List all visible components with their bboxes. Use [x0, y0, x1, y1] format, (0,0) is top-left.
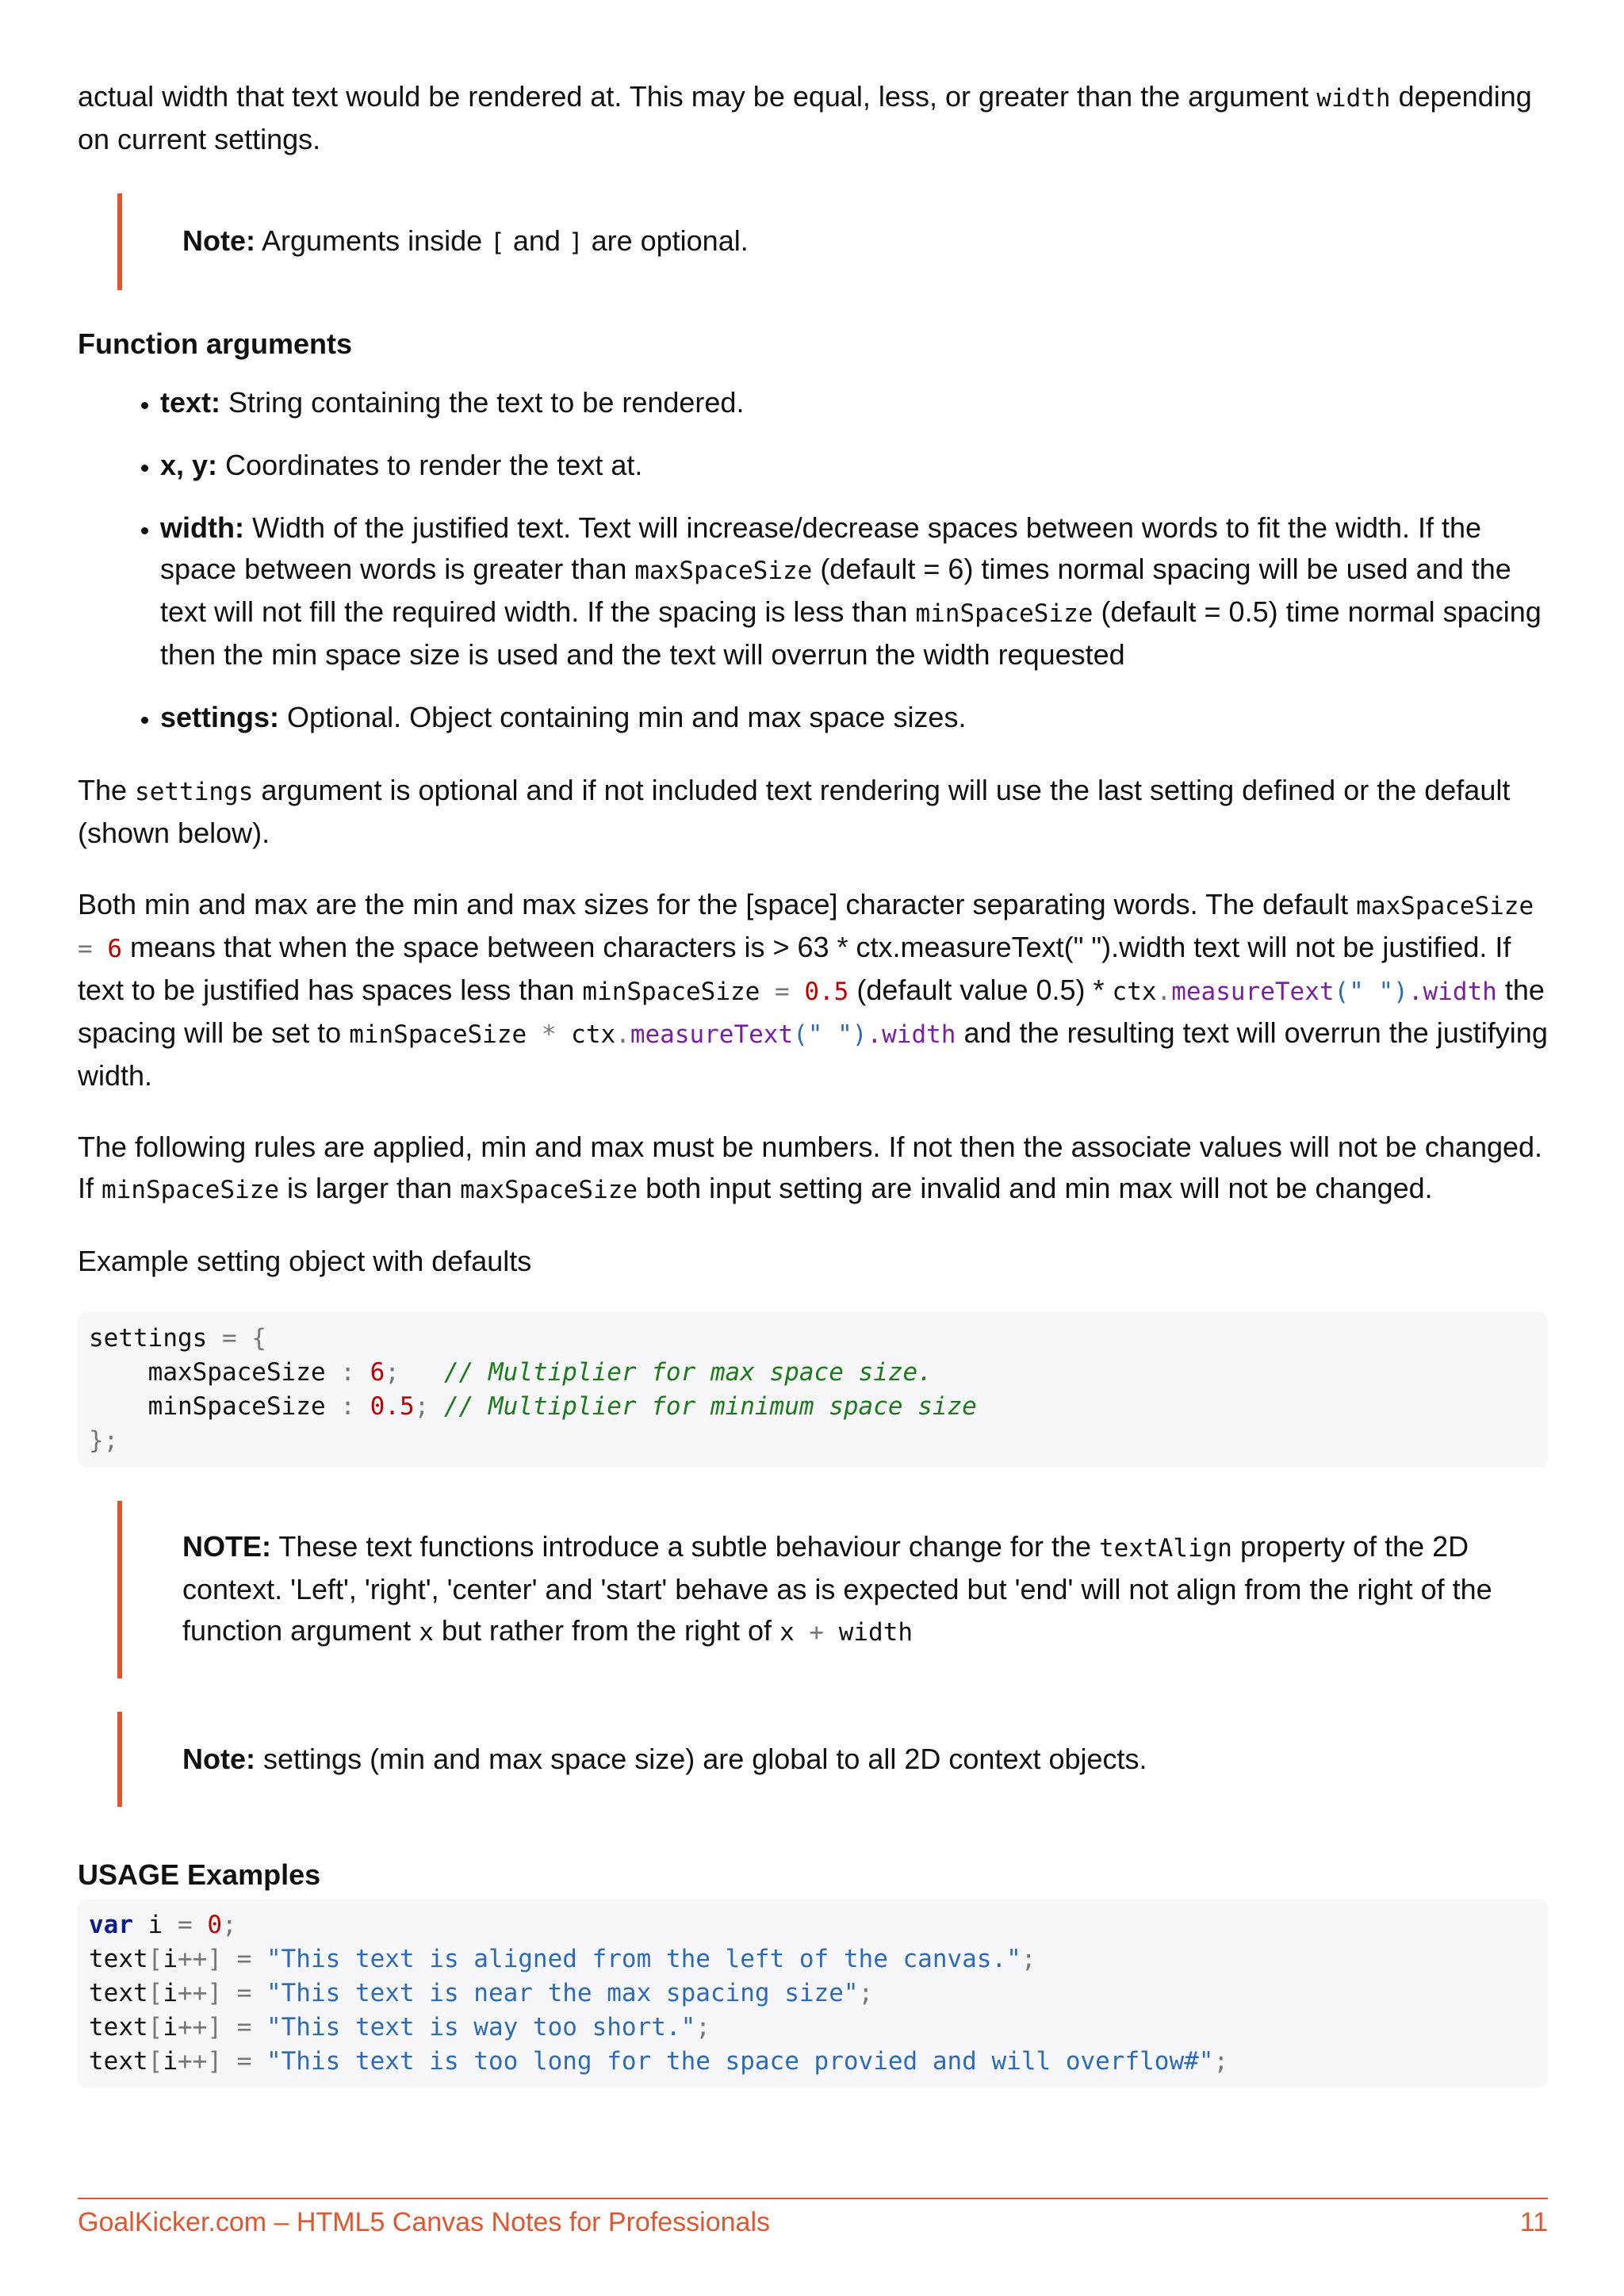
code-token: = { [207, 1324, 266, 1353]
inline-code-bracket-close: ] [568, 228, 584, 257]
code-string: "This text is near the max spacing size" [266, 1979, 859, 2007]
code-string: "This text is aligned from the left of the canvas." [266, 1945, 1021, 1973]
code-token: + [794, 1618, 839, 1647]
note-global-settings [117, 1712, 1548, 1807]
page-footer [78, 2198, 1548, 2238]
inline-code-bracket-open: [ [490, 228, 505, 257]
code-token: (" ") [793, 1020, 868, 1049]
code-token: 0.5 [370, 1392, 415, 1421]
minmax-paragraph [78, 884, 1548, 1096]
code-token: x [779, 1618, 795, 1647]
code-token: [ [147, 2013, 163, 2042]
code-token: ; [858, 1979, 874, 2007]
code-token: width [838, 1618, 914, 1647]
arg-desc: String containing the text to be rendered. [220, 386, 745, 419]
inline-code-maxspacesize: maxSpaceSize [634, 557, 813, 585]
inline-code-minspacesize-default [582, 978, 848, 1006]
inline-code-x: x [419, 1618, 434, 1647]
code-token: }; [89, 1426, 119, 1455]
code-token: * [527, 1020, 572, 1049]
note-label: NOTE: [182, 1530, 271, 1563]
settings-code-block [78, 1312, 1548, 1468]
page-number: 11 [1519, 2207, 1548, 2237]
code-token: = [760, 978, 805, 1006]
code-token: minSpaceSize [349, 1020, 527, 1049]
inline-code-textalign: textAlign [1099, 1534, 1232, 1563]
code-token: [ [147, 2047, 163, 2076]
code-token: ; [385, 1358, 444, 1387]
arg-term: settings: [160, 701, 280, 733]
code-keyword: var [89, 1911, 133, 1939]
code-token: text [89, 1945, 148, 1973]
inline-code-minspacesize: minSpaceSize [102, 1176, 279, 1204]
code-token: settings [89, 1324, 208, 1353]
code-token: ++] = [178, 1945, 266, 1973]
code-token: ; [1213, 2047, 1229, 2076]
settings-paragraph [78, 770, 1548, 854]
note-text-end: are optional. [583, 224, 749, 257]
footer-title[interactable]: GoalKicker.com – HTML5 Canvas Notes for Professionals [78, 2207, 771, 2237]
para-text: Both min and max are the min and max sizes for the [space] character separating words. The default [78, 888, 1357, 920]
inline-code-minspacesize: minSpaceSize [915, 599, 1094, 628]
inline-code-min-measuretext [349, 1020, 956, 1049]
intro-text: actual width that text would be rendered at. This may be equal, less, or greater than the argument [78, 80, 1317, 113]
code-token: i [163, 1945, 178, 1973]
code-token: ; [1021, 1945, 1036, 1973]
code-token: text [89, 1979, 148, 2007]
code-token: i [163, 1979, 178, 2007]
rules-paragraph [78, 1127, 1548, 1211]
code-token: = [78, 935, 108, 963]
note-text: property of the 2D context. 'Left', 'right', 'center' and 'start' behave as is expected but 'end' will not align from the right of the function argument [182, 1530, 1492, 1647]
code-token: i [163, 2013, 178, 2042]
arg-term: x, y: [160, 449, 218, 481]
intro-text-end: depending on current settings. [78, 80, 1532, 155]
code-token: minSpaceSize [582, 978, 760, 1006]
inline-code-maxspacesize: maxSpaceSize [460, 1176, 638, 1204]
code-token: measureText [1171, 978, 1335, 1006]
code-token: measureText [630, 1020, 794, 1049]
para-text: both input setting are invalid and min max will not be changed. [638, 1172, 1433, 1204]
code-token: text [89, 2047, 148, 2076]
code-token: 0 [207, 1911, 222, 1939]
note-text: These text functions introduce a subtle behaviour change for the [271, 1530, 1099, 1563]
code-token: minSpaceSize [89, 1392, 326, 1421]
note-label: Note: [182, 224, 255, 257]
code-token: : [325, 1358, 370, 1387]
arg-term: width: [160, 511, 244, 544]
usage-examples-heading: USAGE Examples [78, 1858, 321, 1891]
inline-code-settings: settings [135, 778, 254, 806]
usage-code-block [78, 1899, 1548, 2088]
inline-code-x-plus-width [779, 1618, 913, 1647]
code-token: 0.5 [804, 978, 849, 1006]
para-text: means that when the space between characters is > 63 * ctx.measureText(" ").width text will not be justified. If text to be justified has spaces less than [78, 931, 1511, 1006]
para-text: (default value 0.5) * [848, 974, 1113, 1006]
arg-desc: Width of the justified text. Text will increase/decrease spaces between words to fit the width. If the space between words is greater than [160, 511, 1482, 585]
code-string: "This text is way too short." [266, 2013, 696, 2042]
note-text: Arguments inside [255, 224, 491, 257]
code-token: ctx [571, 1020, 616, 1049]
code-token: .width [1408, 978, 1497, 1006]
code-token: (" ") [1334, 978, 1408, 1006]
code-token: : [325, 1392, 370, 1421]
note-text-and: and [504, 224, 569, 257]
para-text: is larger than [278, 1172, 461, 1204]
para-text: argument is optional and if not included text rendering will use the last setting defined or the default (shown below). [78, 774, 1511, 849]
function-arguments-list [78, 382, 1548, 738]
code-token: 6 [107, 935, 122, 963]
code-token: ++] = [178, 1979, 266, 2007]
code-comment: // Multiplier for max space size. [443, 1358, 933, 1387]
arg-desc: (default = 6) times normal spacing will be used and the text will not fill the required width. If the spacing is less than [160, 553, 1511, 628]
code-comment: // Multiplier for minimum space size [443, 1392, 977, 1421]
code-token: maxSpaceSize [89, 1358, 326, 1387]
inline-code-width: width [1316, 84, 1391, 113]
code-token: [ [147, 1945, 163, 1973]
arg-desc: Optional. Object containing min and max space sizes. [279, 701, 967, 733]
note-label: Note: [182, 1743, 255, 1775]
code-token: text [89, 2013, 148, 2042]
code-token: ctx [1112, 978, 1157, 1006]
code-token: 6 [370, 1358, 385, 1387]
code-token: = [178, 1911, 208, 1939]
note-optional-arguments [117, 193, 1548, 290]
intro-paragraph [78, 76, 1548, 160]
code-token: . [1156, 978, 1172, 1006]
arg-desc: Coordinates to render the text at. [217, 449, 643, 481]
note-text: settings (min and max space size) are global to all 2D context objects. [255, 1743, 1147, 1775]
code-string: "This text is too long for the space provied and will overflow#" [266, 2047, 1214, 2076]
para-text: The [78, 774, 136, 806]
code-token: maxSpaceSize [1356, 892, 1534, 920]
example-label: Example setting object with defaults [78, 1245, 532, 1277]
note-text: but rather from the right of [433, 1614, 780, 1647]
code-token: ; [222, 1911, 237, 1939]
code-token: i [133, 1911, 178, 1939]
arg-term: text: [160, 386, 221, 419]
code-token: i [163, 2047, 178, 2076]
page-content [78, 76, 1548, 2122]
code-token: ; [414, 1392, 444, 1421]
list-item [160, 445, 1548, 486]
code-token: ++] = [178, 2013, 266, 2042]
arg-desc: (default = 0.5) time normal spacing then the min space size is used and the text will overrun the width requested [160, 595, 1542, 671]
inline-code-measuretext [1113, 978, 1497, 1006]
function-arguments-heading: Function arguments [78, 327, 353, 360]
para-text: the spacing will be set to [78, 974, 1545, 1049]
code-token: .width [867, 1020, 956, 1049]
code-token: . [615, 1020, 630, 1049]
list-item [160, 507, 1548, 675]
list-item [160, 697, 1548, 738]
para-text: The following rules are applied, min and max must be numbers. If not then the associate values will not be changed. If [78, 1131, 1543, 1204]
note-textalign [117, 1501, 1548, 1678]
code-token: ++] = [178, 2047, 266, 2076]
code-token: [ [147, 1979, 163, 2007]
code-token: ; [695, 2013, 710, 2042]
list-item [160, 382, 1548, 423]
para-text: and the resulting text will overrun the justifying width. [78, 1016, 1548, 1092]
